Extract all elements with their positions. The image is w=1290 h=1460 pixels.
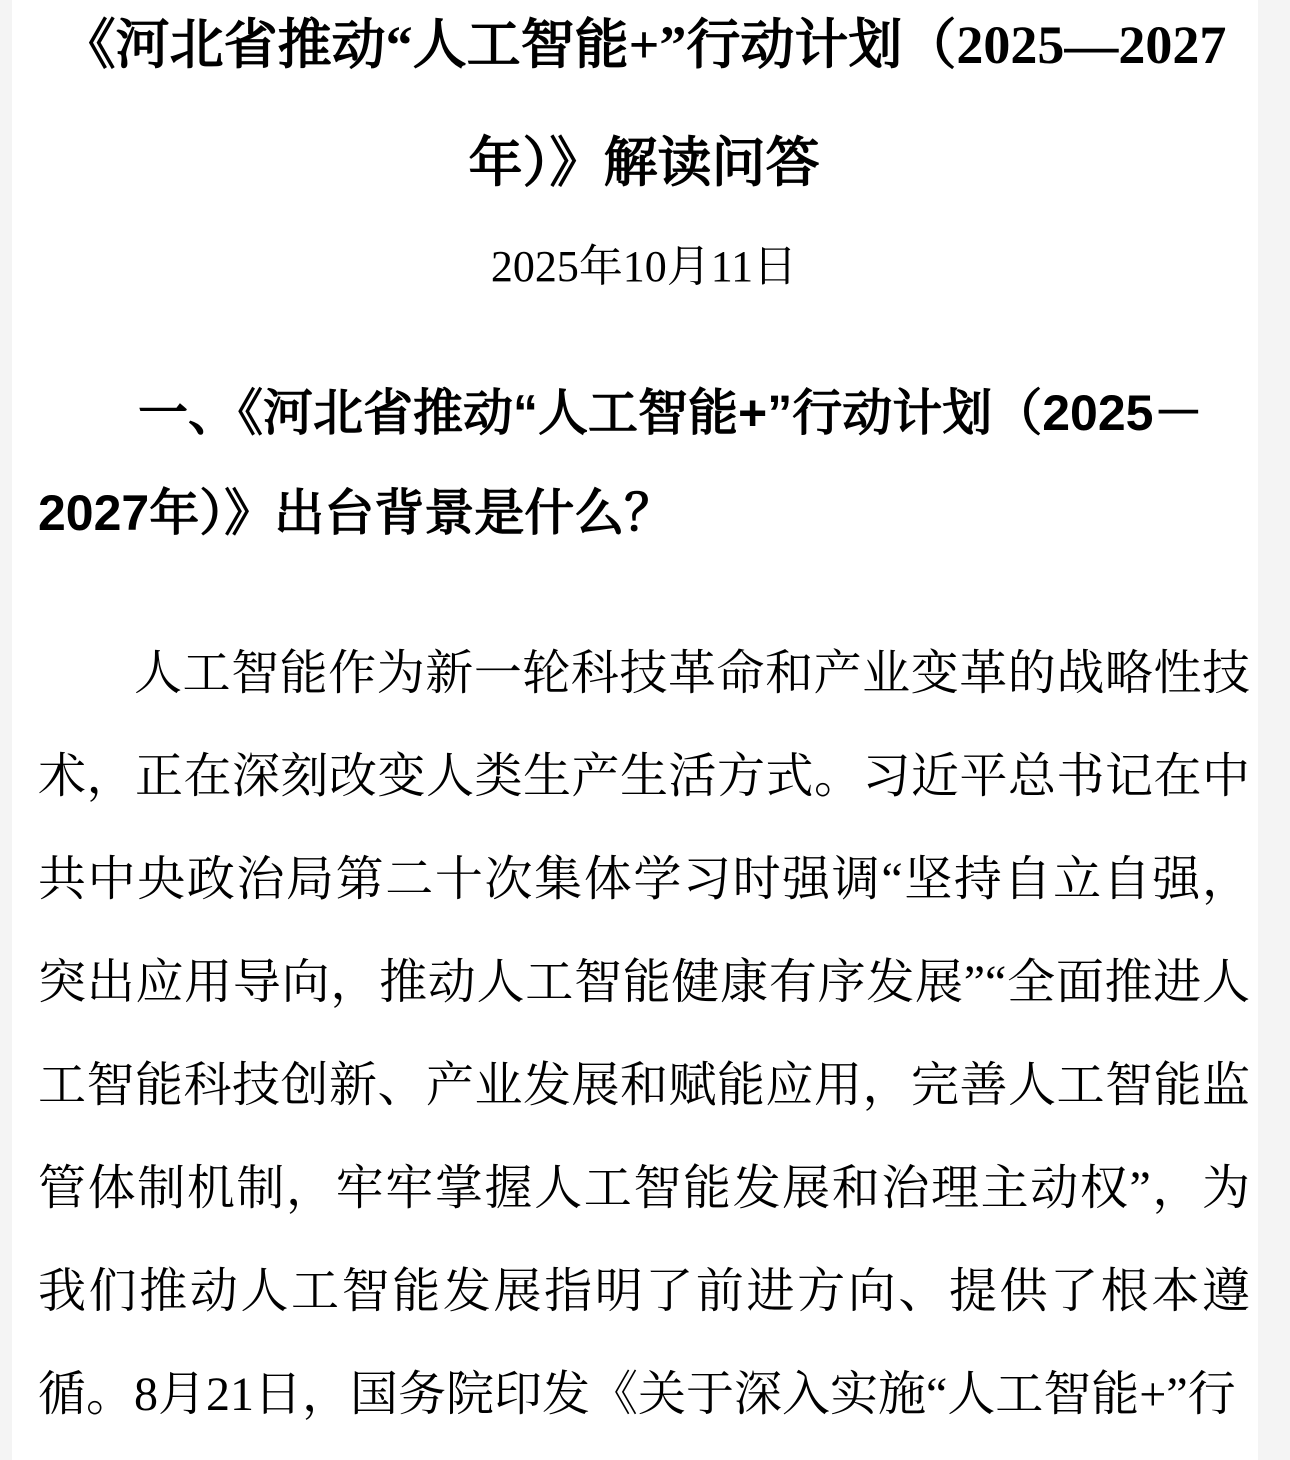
article-paragraph: 人工智能作为新一轮科技革命和产业变革的战略性技术，正在深刻改变人类生产生活方式。习近平总书记在中共中央政治局第二十次集体学习时强调“坚持自立自强，突出应用导向，推动人工智能健康有序发展”“全面推进人工智能科技创新、产业发展和赋能应用，完善人工智能监管体制机制，牢牢掌握人工智能发展和治理主动权”，为我们推动人工智能发展指明了前进方向、提供了根本遵循。8月21日，国务院印发《关于深入实施“人工智能+”行 bbox=[38, 647, 1250, 1421]
section-heading-question-1: 一、《河北省推动“人工智能+”行动计划（2025－2027年）》出台背景是什么？ bbox=[38, 385, 1204, 541]
article-content-panel bbox=[12, 0, 1258, 1460]
article-date: 2025年10月11日 bbox=[490, 242, 798, 291]
article-title: 《河北省推动“人工智能+”行动计划（2025—2027年）》解读问答 bbox=[61, 15, 1227, 193]
